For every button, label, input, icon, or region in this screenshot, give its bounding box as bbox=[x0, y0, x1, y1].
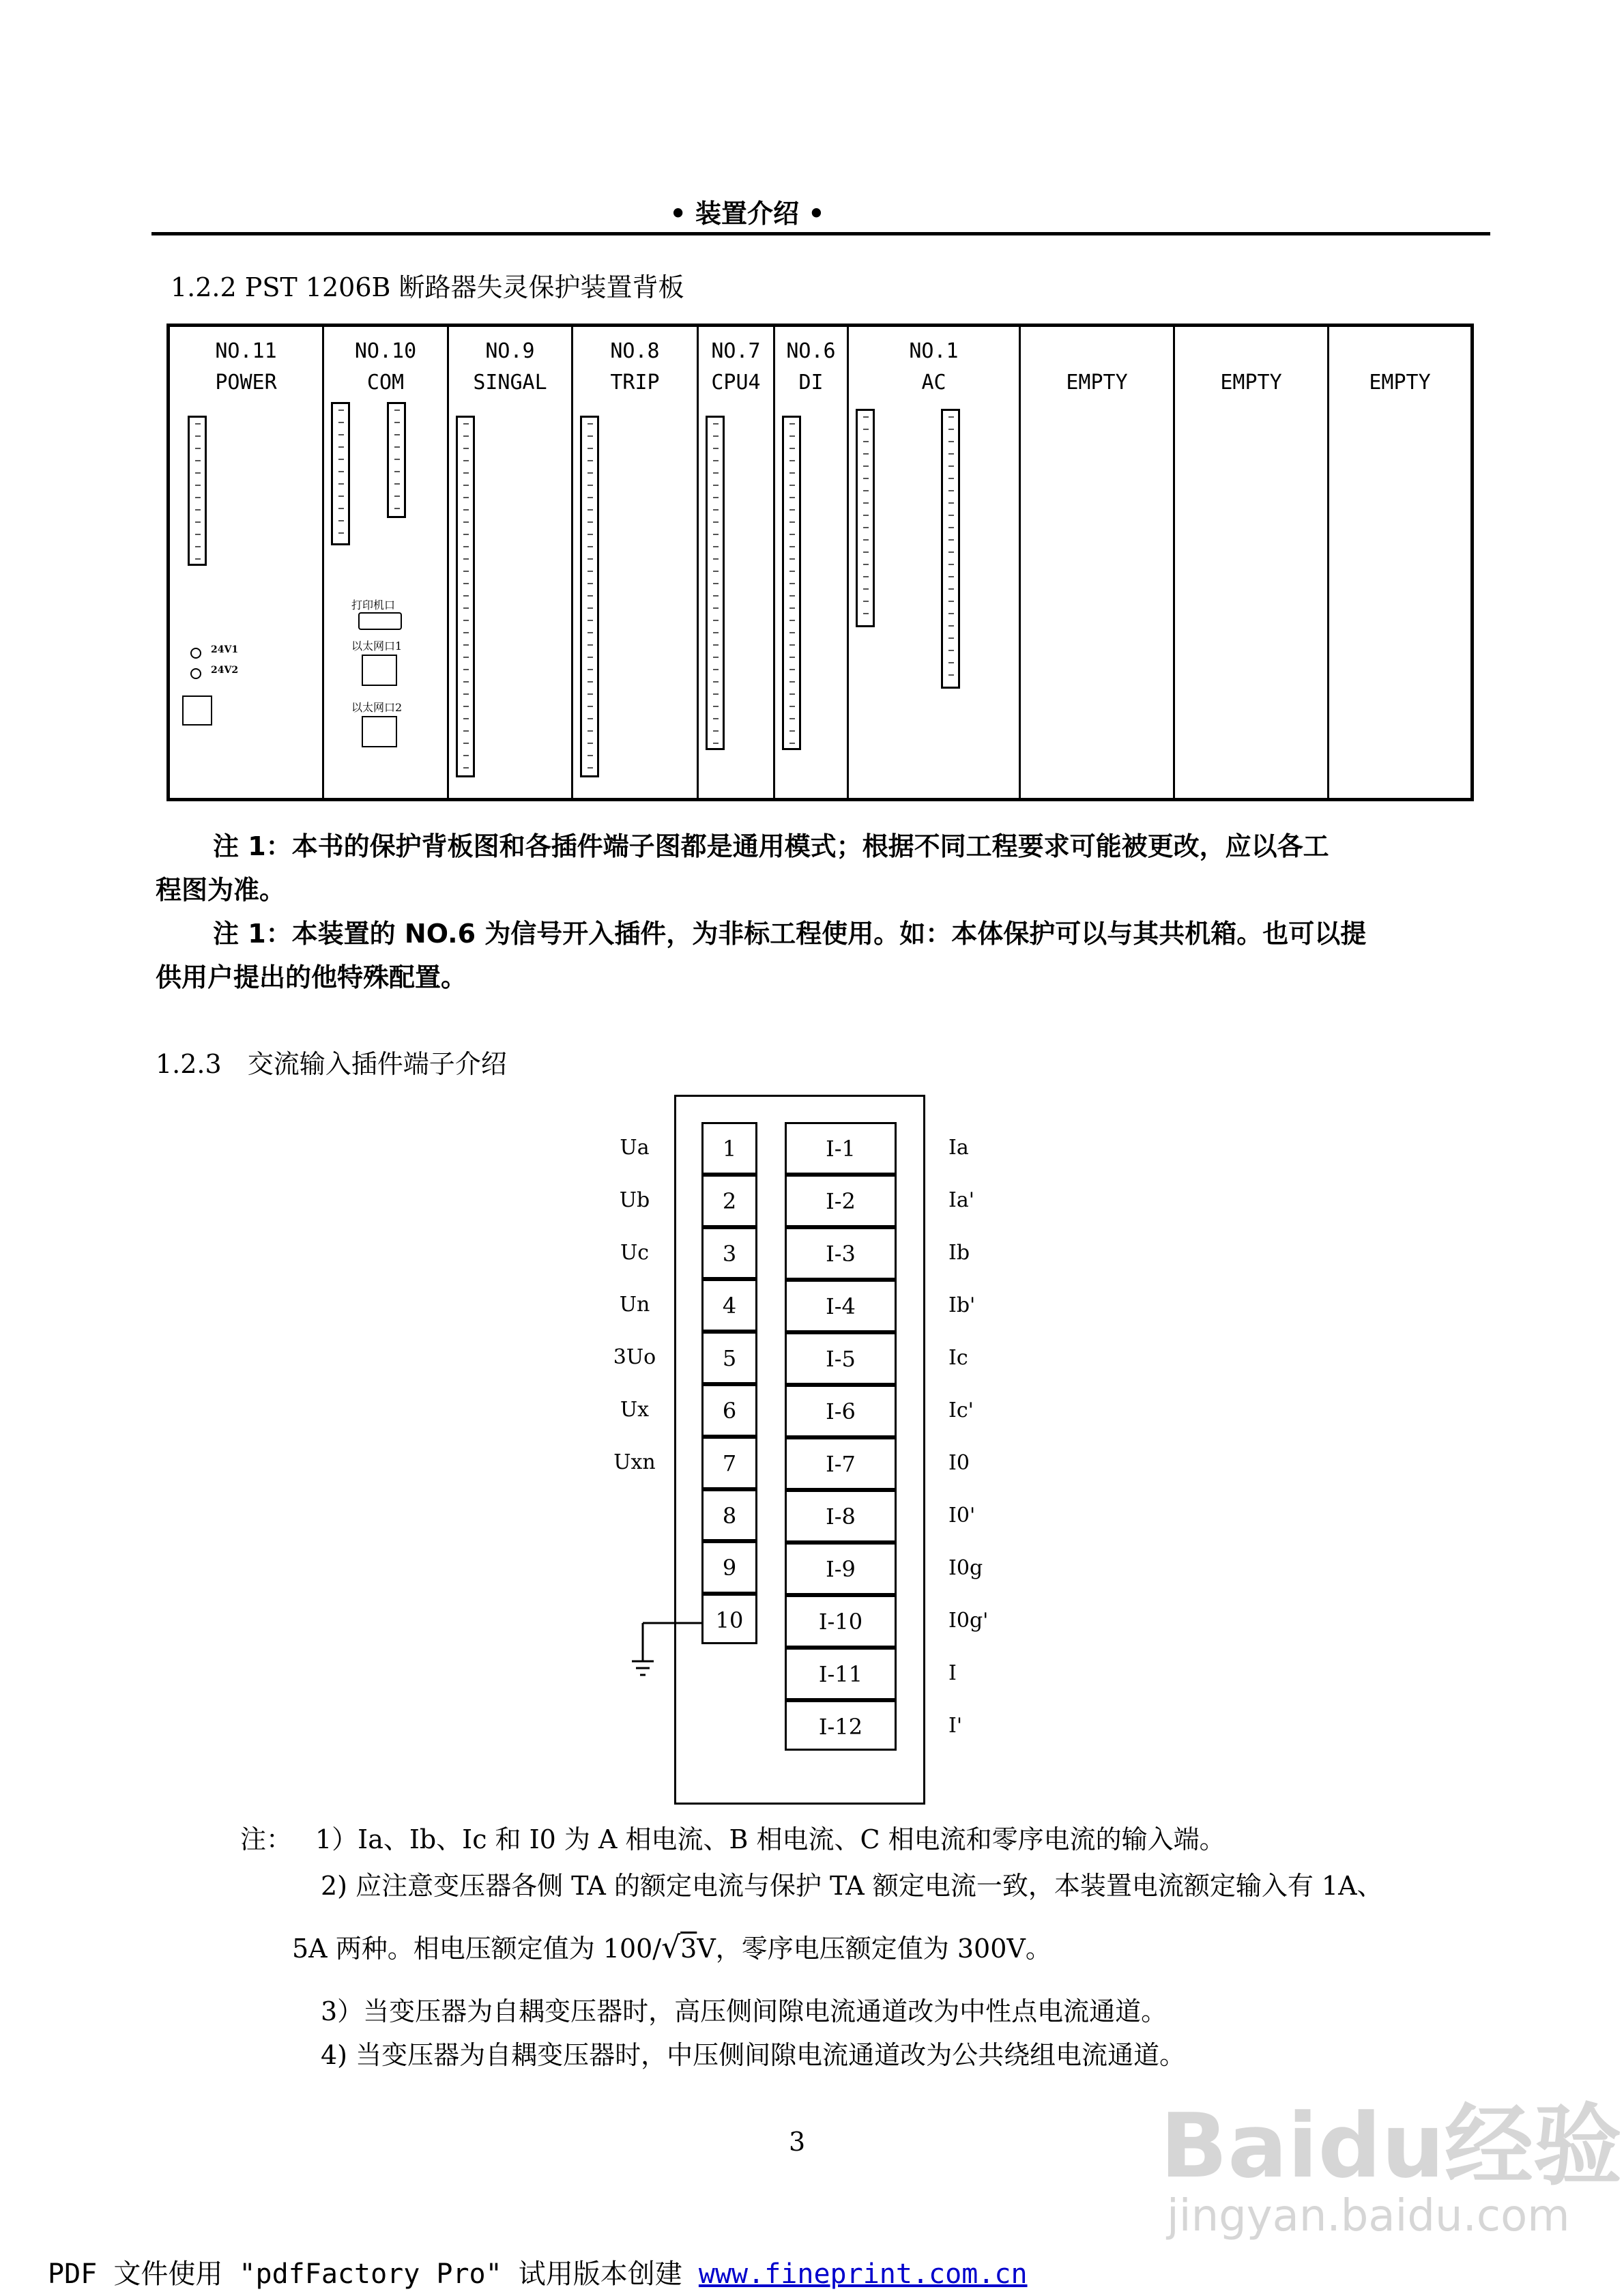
left-terminal-cell: 6 bbox=[701, 1384, 757, 1437]
slot-label: CPU4 bbox=[711, 371, 761, 394]
note-1: 1）Ia、Ib、Ic 和 I0 为 A 相电流、B 相电流、C 相电流和零序电流的输入端。 bbox=[315, 1824, 1226, 1854]
voltage-label: Ux bbox=[620, 1398, 650, 1422]
slot-number: NO.7 bbox=[711, 339, 761, 363]
port-label: 以太网口1 bbox=[351, 640, 403, 652]
section-122-heading: 1.2.2 PST 1206B 断路器失灵保护装置背板 bbox=[171, 272, 684, 302]
led-label: 24V2 bbox=[211, 665, 239, 676]
slot-number: NO.9 bbox=[485, 339, 535, 363]
note-4: 4) 当变压器为自耦变压器时，中压侧间隙电流通道改为公共绕组电流通道。 bbox=[321, 2040, 1186, 2070]
footer-link[interactable]: www.fineprint.com.cn bbox=[698, 2258, 1028, 2290]
note-2b-pre: 5A 两种。相电压额定值为 100/ bbox=[292, 1934, 662, 1964]
left-terminal-cell: 2 bbox=[701, 1175, 757, 1227]
header-title: • 装置介绍 • bbox=[669, 199, 825, 229]
current-label: Ib' bbox=[948, 1293, 976, 1317]
slot-number: NO.8 bbox=[610, 339, 660, 363]
current-label: Ia' bbox=[948, 1188, 974, 1212]
right-terminal-cell: I-5 bbox=[785, 1332, 897, 1385]
note-line: 注 1：本书的保护背板图和各插件端子图都是通用模式；根据不同工程要求可能被更改，应以各工 bbox=[213, 831, 1329, 861]
page-number: 3 bbox=[789, 2127, 806, 2157]
right-terminal-cell: I-4 bbox=[785, 1280, 897, 1332]
note-line: 供用户提出的他特殊配置。 bbox=[156, 962, 467, 992]
voltage-label: Un bbox=[619, 1293, 650, 1317]
current-label: I0g' bbox=[948, 1609, 989, 1633]
slot-label: EMPTY bbox=[1220, 371, 1282, 394]
current-label: I bbox=[948, 1661, 957, 1685]
slot-label: DI bbox=[798, 371, 824, 394]
sqrt-value: 3 bbox=[680, 1934, 697, 1964]
voltage-label: Ua bbox=[620, 1136, 650, 1160]
right-terminal-cell: I-10 bbox=[785, 1595, 897, 1648]
left-terminal-cell: 10 bbox=[701, 1594, 757, 1644]
current-label: Ic' bbox=[948, 1398, 974, 1422]
slot-number: NO.1 bbox=[909, 339, 959, 363]
note-2b bbox=[292, 1927, 1052, 1965]
watermark-logo: Baidu经验 bbox=[1160, 2094, 1622, 2198]
slot-label: AC bbox=[921, 371, 946, 394]
voltage-label: Ub bbox=[619, 1188, 650, 1212]
slot-number: NO.10 bbox=[354, 339, 417, 363]
slot-label: POWER bbox=[215, 371, 277, 394]
voltage-label: 3Uo bbox=[613, 1345, 656, 1370]
footer-text: PDF 文件使用 "pdfFactory Pro" 试用版本创建 bbox=[48, 2258, 699, 2290]
voltage-label: Uc bbox=[620, 1240, 650, 1265]
right-terminal-cell: I-7 bbox=[785, 1437, 897, 1490]
current-label: I0' bbox=[948, 1504, 976, 1527]
sqrt-symbol: √ bbox=[661, 1930, 681, 1965]
current-label: Ic bbox=[948, 1346, 968, 1370]
slot-number: NO.11 bbox=[215, 339, 277, 363]
right-terminal-cell: I-1 bbox=[785, 1122, 897, 1175]
slot-label: EMPTY bbox=[1369, 371, 1431, 394]
current-label: Ia bbox=[948, 1136, 969, 1160]
left-terminal-cell: 9 bbox=[701, 1541, 757, 1594]
watermark-url: jingyan.baidu.com bbox=[1167, 2191, 1570, 2241]
note-3: 3）当变压器为自耦变压器时，高压侧间隙电流通道改为中性点电流通道。 bbox=[321, 1996, 1168, 2026]
right-terminal-cell: I-8 bbox=[785, 1490, 897, 1542]
notes-prefix: 注： bbox=[240, 1824, 293, 1854]
slot-number: NO.6 bbox=[786, 339, 836, 363]
left-terminal-cell: 8 bbox=[701, 1489, 757, 1542]
section-123-heading: 1.2.3 交流输入插件端子介绍 bbox=[156, 1049, 507, 1079]
port-label: 打印机口 bbox=[351, 599, 396, 612]
right-terminal-cell: I-2 bbox=[785, 1175, 897, 1227]
footer bbox=[48, 2252, 1028, 2291]
slot-label: COM bbox=[366, 371, 405, 394]
current-label: I0g bbox=[948, 1556, 983, 1580]
left-terminal-cell: 4 bbox=[701, 1279, 757, 1332]
current-label: I0 bbox=[948, 1451, 970, 1475]
current-label: I' bbox=[948, 1714, 963, 1738]
port-label: 以太网口2 bbox=[351, 701, 403, 714]
current-label: Ib bbox=[948, 1241, 970, 1265]
note-2b-post: V，零序电压额定值为 300V。 bbox=[697, 1934, 1052, 1964]
slot-label: EMPTY bbox=[1066, 371, 1128, 394]
left-terminal-cell: 5 bbox=[701, 1332, 757, 1384]
right-terminal-cell: I-11 bbox=[785, 1648, 897, 1700]
right-terminal-cell: I-12 bbox=[785, 1700, 897, 1751]
note-2a: 2) 应注意变压器各侧 TA 的额定电流与保护 TA 额定电流一致，本装置电流额定输入有 1A、 bbox=[321, 1871, 1383, 1901]
left-terminal-cell: 7 bbox=[701, 1437, 757, 1489]
right-terminal-cell: I-3 bbox=[785, 1227, 897, 1280]
slot-label: SINGAL bbox=[473, 371, 547, 394]
left-terminal-cell: 1 bbox=[701, 1122, 757, 1175]
left-terminal-cell: 3 bbox=[701, 1227, 757, 1280]
note-line: 注 1：本装置的 NO.6 为信号开入插件，为非标工程使用。如：本体保护可以与其共机箱。也可以提 bbox=[213, 919, 1367, 949]
voltage-label: Uxn bbox=[613, 1450, 656, 1474]
right-terminal-cell: I-9 bbox=[785, 1542, 897, 1595]
slot-label: TRIP bbox=[610, 371, 660, 394]
led-label: 24V1 bbox=[211, 644, 239, 655]
right-terminal-cell: I-6 bbox=[785, 1385, 897, 1437]
note-line: 程图为准。 bbox=[156, 875, 286, 905]
